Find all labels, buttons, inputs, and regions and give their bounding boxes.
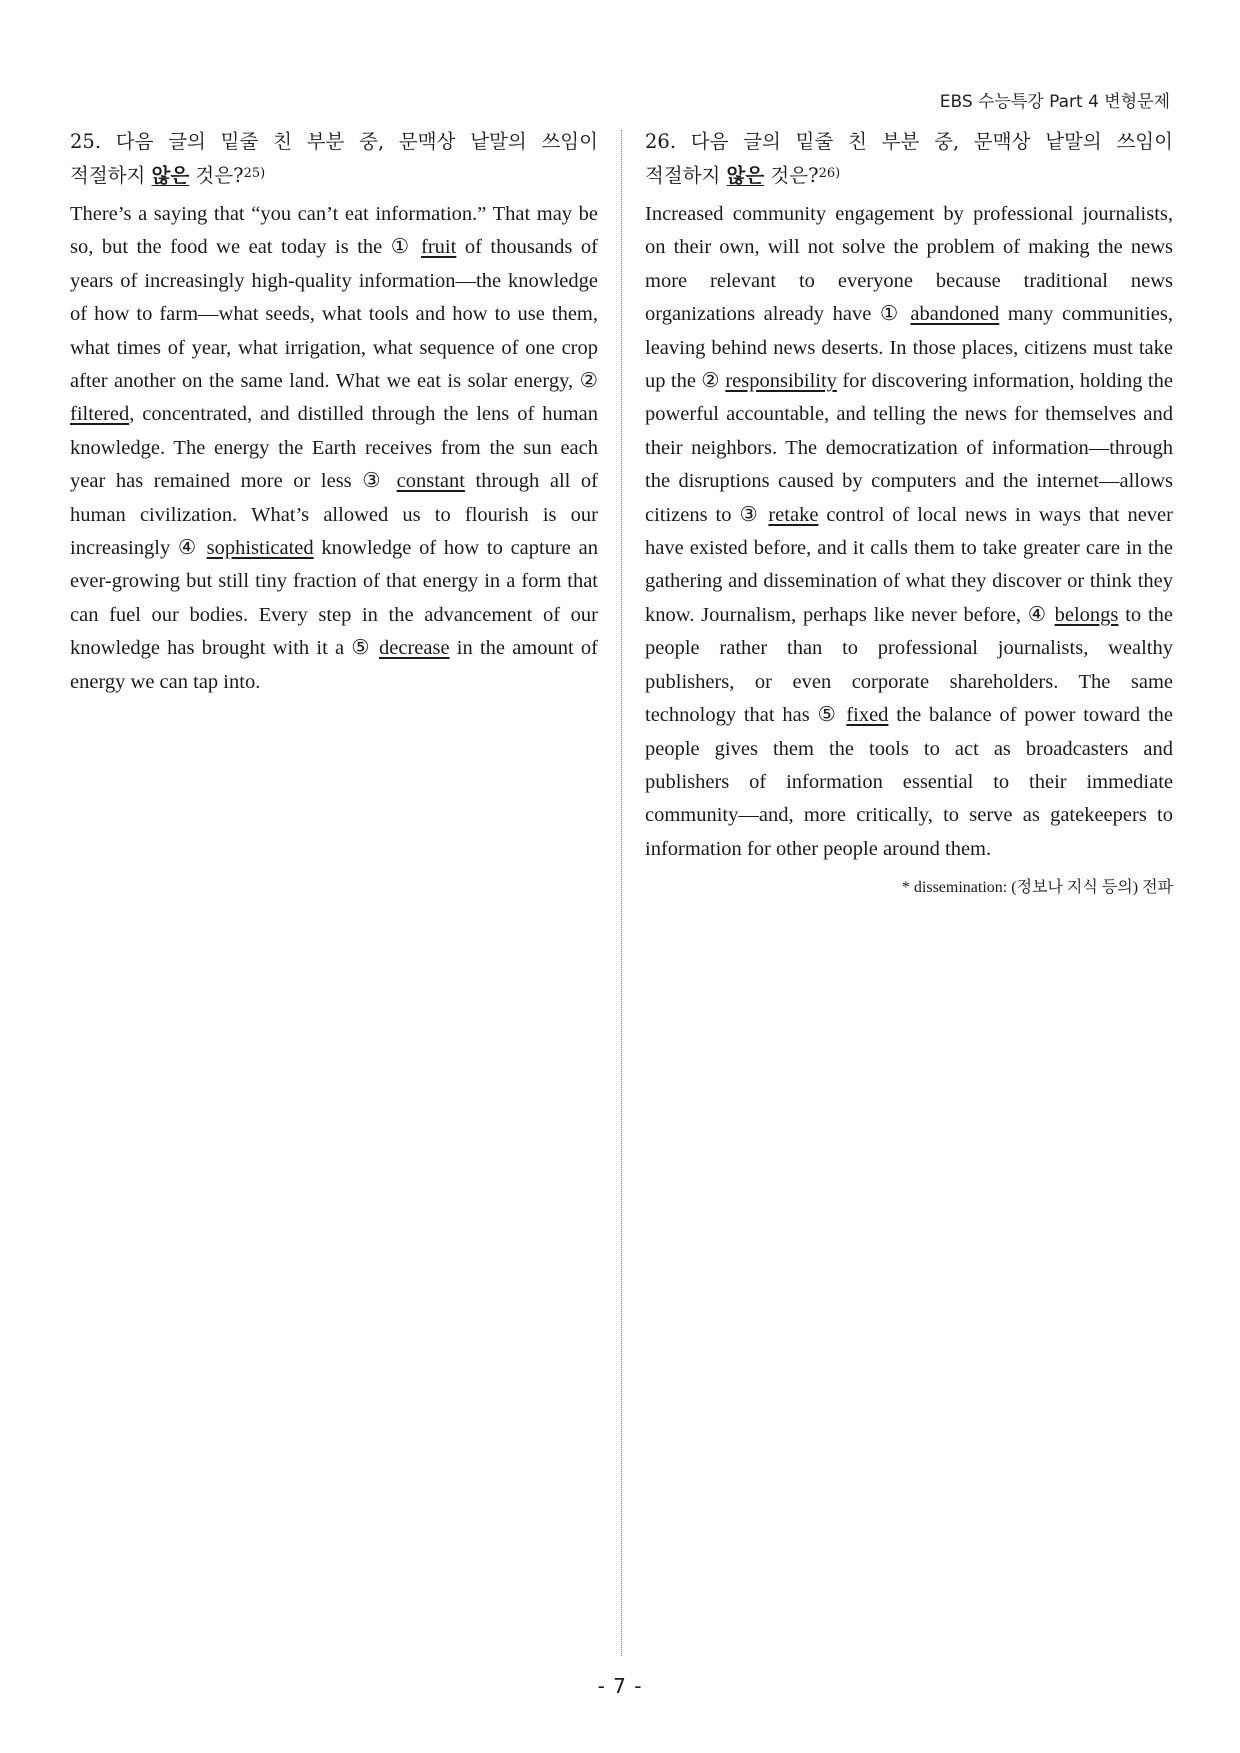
question-26-instruction-line1: 26. 다음 글의 밑줄 친 부분 중, 문맥상 낱말의 쓰임이 [645,130,1173,153]
vocab-footnote: * dissemination: (정보나 지식 등의) 전파 [901,879,1173,897]
passage-25: There’s a saying that “you can’t eat information.” That may be so, but the food we eat today is the ① fruit of thousands of years of increasingly high-quality information—the knowledge of how to farm—what seeds, what tools and how to use them, what times of year, what irrigation, what sequence of one crop after another on the same land. What we eat is solar energy, ② filtered, concentrated, and distilled through the lens of human knowledge. The energy the Earth receives from the sun each year has remained more or less ③ constant through all of human civilization. What’s allowed us to flourish is our increasingly ④ sophisticated knowledge of how to capture an ever-growing but still tiny fraction of that energy in a form that can fuel our bodies. Every step in the advancement of our knowledge has brought with it a ⑤ decrease in the amount of energy we can tap into. [70,203,598,693]
underlined-word: retake [768,503,819,526]
underlined-word: sophisticated [206,537,314,560]
question-26-instruction-line2: 적절하지 않은 것은?$^{26)}$ [645,164,841,187]
page-header: EBS 수능특강 Part 4 변형문제 [939,92,1170,112]
underlined-word: abandoned [910,303,1000,326]
emphasis-not: 않은 [726,164,765,187]
emphasis-not: 않은 [151,164,190,187]
question-number: 25. [70,130,102,153]
question-25-instruction-line1: 25. 다음 글의 밑줄 친 부분 중, 문맥상 낱말의 쓰임이 [70,130,598,153]
footnote-reference: 25) [243,166,266,181]
underlined-word: decrease [379,637,450,660]
question-26 [645,126,1173,897]
underlined-word: fixed [846,704,889,727]
question-25 [70,126,598,699]
column-divider [621,130,622,1656]
page-number: - 7 - [597,1674,643,1698]
underlined-word: filtered [70,403,130,426]
footnote-reference: 26) [818,166,841,181]
question-25-instruction-line2: 적절하지 않은 것은?$^{25)}$ [70,164,266,187]
passage-26: Increased community engagement by professional journalists, on their own, will not solve the problem of making the news more relevant to everyone because traditional news organizations already have ① abandoned many communities, leaving behind news deserts. In those places, citizens must take up the ② responsibility for discovering information, holding the powerful accountable, and telling the news for themselves and their neighbors. The democratization of information—through the disruptions caused by computers and the internet—allows citizens to ③ retake control of local news in ways that never have existed before, and it calls them to take greater care in the gathering and dissemination of what they discover or think they know. Journalism, perhaps like never before, ④ belongs to the people rather than to professional journalists, wealthy publishers, or even corporate shareholders. The same technology that has ⑤ fixed the balance of power toward the people gives them the tools to act as broadcasters and publishers of information essential to their immediate community—and, more critically, to serve as gatekeepers to information for other people around them. [645,203,1174,860]
underlined-word: belongs [1054,603,1119,626]
underlined-word: responsibility [725,370,837,393]
question-number: 26. [645,130,677,153]
underlined-word: constant [396,470,465,493]
underlined-word: fruit [421,236,457,259]
